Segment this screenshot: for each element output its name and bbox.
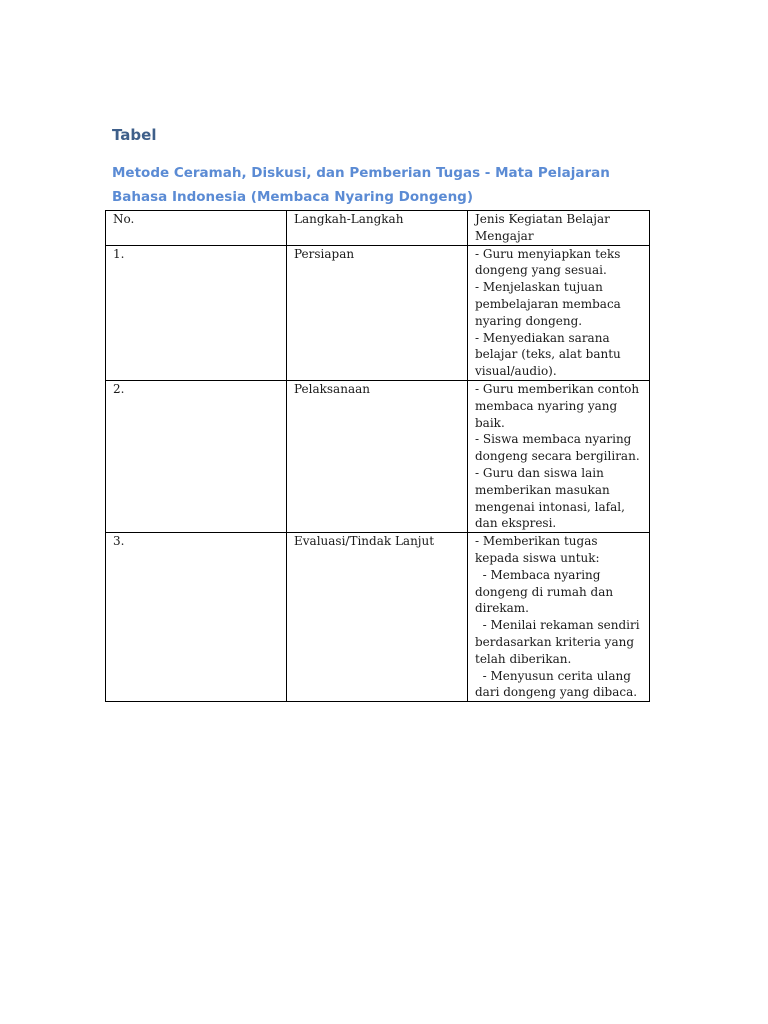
header-cell-steps: Langkah-Langkah: [287, 211, 468, 246]
activity-line: - Guru dan siswa lain memberikan masukan mengenai intonasi, lafal, dan ekspresi.: [475, 465, 629, 531]
row-step-cell: Pelaksanaan: [287, 380, 468, 532]
table-row: [106, 533, 650, 702]
header-cell-activities: Jenis Kegiatan Belajar Mengajar: [468, 211, 650, 246]
table-row: [106, 245, 650, 380]
table-header-row: [106, 211, 650, 246]
table-row: [106, 380, 650, 532]
activity-line: - Guru menyiapkan teks dongeng yang sesuai.: [475, 246, 625, 278]
activity-line: - Menilai rekaman sendiri berdasarkan kriteria yang telah diberikan.: [475, 618, 644, 666]
activity-line: - Memberikan tugas kepada siswa untuk:: [475, 534, 602, 565]
activity-line: - Menjelaskan tujuan pembelajaran membaca nyaring dongeng.: [475, 280, 625, 328]
activity-line: - Membaca nyaring dongeng di rumah dan direkam.: [475, 567, 617, 616]
activity-line: - Menyusun cerita ulang dari dongeng yang dibaca.: [475, 668, 638, 700]
activity-line: - Siswa membaca nyaring dongeng secara bergiliran.: [475, 432, 640, 464]
row-step-cell: Persiapan: [287, 245, 468, 380]
header-cell-no: No.: [106, 211, 287, 246]
table-caption: Metode Ceramah, Diskusi, dan Pemberian Tugas - Mata Pelajaran Bahasa Indonesia (Membaca Nyaring Dongeng): [112, 165, 610, 205]
lesson-steps-table: [105, 210, 650, 702]
row-number-cell: 1.: [106, 245, 287, 380]
row-activities-cell: [468, 380, 650, 532]
row-number-cell: 3.: [106, 533, 287, 702]
row-step-cell: Evaluasi/Tindak Lanjut: [287, 533, 468, 702]
row-activities-cell: [468, 245, 650, 380]
activity-line: - Menyediakan sarana belajar (teks, alat bantu visual/audio).: [475, 330, 625, 379]
document-heading: Tabel: [112, 126, 157, 144]
row-activities-cell: [468, 533, 650, 702]
activity-line: - Guru memberikan contoh membaca nyaring yang baik.: [475, 381, 643, 430]
row-number-cell: 2.: [106, 380, 287, 532]
